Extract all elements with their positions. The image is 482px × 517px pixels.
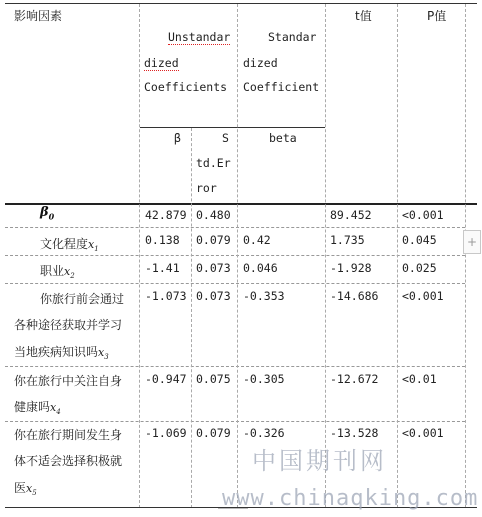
header-se-line3: ror <box>196 181 217 195</box>
row-label-seek-care-l3: 医$x_5$ <box>14 481 37 498</box>
cell-se: 0.079 <box>196 426 231 440</box>
cell-p: 0.045 <box>402 233 437 247</box>
cell-b: 0.138 <box>145 233 180 247</box>
cell-beta: 0.046 <box>243 261 278 275</box>
row-label-health-attention-l2: 健康吗$x_4$ <box>14 400 61 417</box>
row-label-pretravel-knowledge-l3: 当地疾病知识吗$x_3$ <box>14 345 109 362</box>
header-p-value: P值 <box>427 9 447 23</box>
row-label-pretravel-knowledge-l2: 各种途径获取并学习 <box>14 318 123 332</box>
row-label-occupation: 职业$x_2$ <box>40 264 75 281</box>
column-guide <box>465 4 466 508</box>
cell-beta: -0.305 <box>243 372 285 386</box>
add-column-button[interactable]: + <box>463 230 481 254</box>
column-guide <box>139 4 140 508</box>
row-label-seek-care-l2: 体不适会选择积极就 <box>14 454 123 468</box>
header-unstd-line3: Coefficients <box>144 80 228 94</box>
cell-t: -1.928 <box>330 261 372 275</box>
header-std-line3: Coefficient <box>243 80 320 94</box>
cell-se: 0.073 <box>196 261 231 275</box>
row-label-health-attention-l1: 你在旅行中关注自身 <box>14 374 123 388</box>
row-divider <box>5 366 465 367</box>
cell-t: 1.735 <box>330 233 365 247</box>
header-unstd-line1: Unstandar <box>168 30 231 44</box>
cell-beta: -0.326 <box>243 426 285 440</box>
column-guide <box>237 4 238 508</box>
column-guide <box>325 4 326 508</box>
header-bottom-rule <box>5 203 477 205</box>
cell-b: -1.069 <box>145 426 187 440</box>
header-b: β <box>174 131 181 145</box>
cell-t: -13.528 <box>330 426 379 440</box>
cell-b: 42.879 <box>145 208 187 222</box>
header-std-line2: dized <box>243 56 278 70</box>
cell-se: 0.480 <box>196 208 231 222</box>
cell-b: -0.947 <box>145 372 187 386</box>
cell-p: <0.001 <box>402 426 444 440</box>
cell-se: 0.079 <box>196 233 231 247</box>
cell-p: <0.01 <box>402 372 437 386</box>
row-label-pretravel-knowledge-l1: 你旅行前会通过 <box>40 292 125 306</box>
header-se-line1: S <box>222 131 229 145</box>
header-beta: beta <box>269 131 297 145</box>
header-std-line1: Standar <box>268 30 317 44</box>
header-se-line2: td.Er <box>196 156 231 170</box>
row-label-intercept: $\beta_0$ <box>40 205 55 222</box>
column-guide <box>191 128 192 508</box>
column-guide <box>397 4 398 508</box>
cell-se: 0.073 <box>196 289 231 303</box>
cell-se: 0.075 <box>196 372 231 386</box>
coef-subheader-rule <box>140 127 325 128</box>
row-label-education: 文化程度$x_1$ <box>40 237 99 254</box>
cell-t: -14.686 <box>330 289 379 303</box>
header-unstd-line2: dized <box>144 56 179 70</box>
header-t-value: t值 <box>355 9 372 23</box>
cell-t: -12.672 <box>330 372 379 386</box>
watermark-url: www.chinaqking.com <box>222 486 479 511</box>
cell-p: <0.001 <box>402 289 444 303</box>
row-label-seek-care-l1: 你在旅行期间发生身 <box>14 428 123 442</box>
cell-b: -1.073 <box>145 289 187 303</box>
row-divider <box>5 283 465 284</box>
cell-b: -1.41 <box>145 261 180 275</box>
table-top-rule <box>5 3 477 4</box>
cell-t: 89.452 <box>330 208 372 222</box>
row-divider <box>5 227 465 228</box>
cell-p: <0.001 <box>402 208 444 222</box>
row-divider <box>5 255 465 256</box>
cell-p: 0.025 <box>402 261 437 275</box>
row-divider <box>5 421 465 422</box>
cell-beta: -0.353 <box>243 289 285 303</box>
header-factor: 影响因素 <box>14 9 63 23</box>
watermark-cn: 中国期刊网 <box>252 447 387 475</box>
cell-beta: 0.42 <box>243 233 271 247</box>
